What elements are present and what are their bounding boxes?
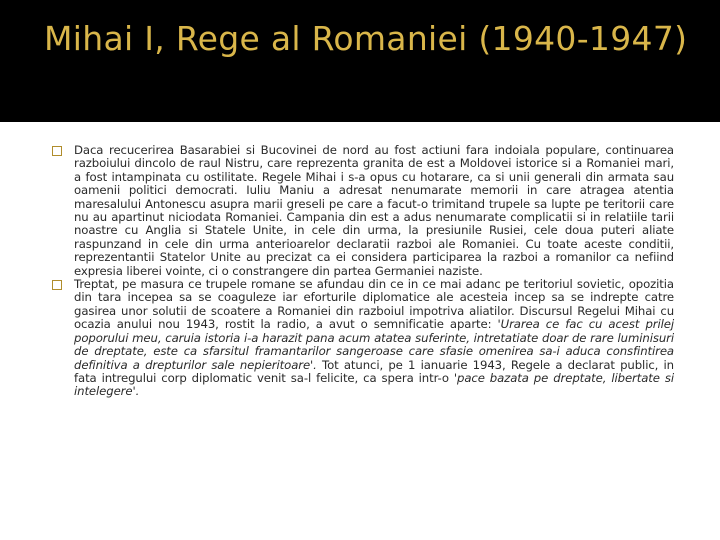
- slide-title: Mihai I, Rege al Romaniei (1940-1947): [44, 19, 688, 58]
- king-speech-quote: 'Urarea ce fac cu acest prilej poporului meu, caruia istoria i-a harazit pana acum atatea suferinte, intretatiate doar de rare luminisuri de dreptate, este ca sfarsitul framantarilor sangeroase care sfasie omenirea sa-i aduca consfintirea definitiva a drepturilor sale nepieritoare'.: [74, 317, 674, 372]
- slide-content: [52, 144, 674, 399]
- square-bullet-icon: [52, 280, 62, 290]
- paragraph-2-middle: Tot atunci, pe 1 ianuarie 1943, Regele a declarat public, in fata intregului corp diplomatic venit sa-l felicite, ca spera intr-o: [74, 357, 674, 385]
- peace-quote: 'pace bazata pe dreptate, libertate si intelegere'.: [74, 370, 674, 399]
- bullet-item-2: [52, 278, 674, 399]
- paragraph-1: Daca recucerirea Basarabiei si Bucovinei de nord au fost actiuni fara indoiala populare, continuarea razboiului dincolo de raul Nistru, care reprezenta granita de est a Moldovei istorice si a Romaniei mari, a fost intampinata cu ostilitate. Regele Mihai i s-a opus cu hotarare, ca si unii generali din armata sau oamenii politici democrati. Iuliu Maniu a adresat nenumarate memorii in care atragea atentia maresalului Antonescu asupra marii greseli pe care a facut-o trimitand trupele sa lupte pe teritorii care nu au apartinut niciodata Romaniei. Campania din est a adus nenumarate complicatii si in relatiile tarii noastre cu Anglia si Statele Unite, in cele din urma, la presiunile Rusiei, cele doua puteri aliate raspunzand in cele din urma anterioarelor declaratii razboi ale Romaniei. Cu toate aceste conditii, reprezentantii Statelor Unite au precizat ca ei considera participarea la razboi a romanilor ca nefiind expresia liberei vointe, ci o constrangere din partea Germaniei naziste.: [74, 143, 674, 278]
- square-bullet-icon: [52, 146, 62, 156]
- paragraph-2: [74, 278, 674, 399]
- bullet-item-1: [52, 144, 674, 278]
- paragraph-2-intro: Treptat, pe masura ce trupele romane se afundau din ce in ce mai adanc pe teritoriul sovietic, opozitia din tara incepea sa se coaguleze iar eforturile diplomatice ale acesteia incep sa se indrepte catre gasirea unor solutii de scoatere a Romaniei din razboiul impotriva aliatilor. Discursul Regelui Mihai cu ocazia anului nou 1943, rostit la radio, a avut o semnificatie aparte:: [74, 277, 674, 332]
- title-band: [0, 0, 720, 122]
